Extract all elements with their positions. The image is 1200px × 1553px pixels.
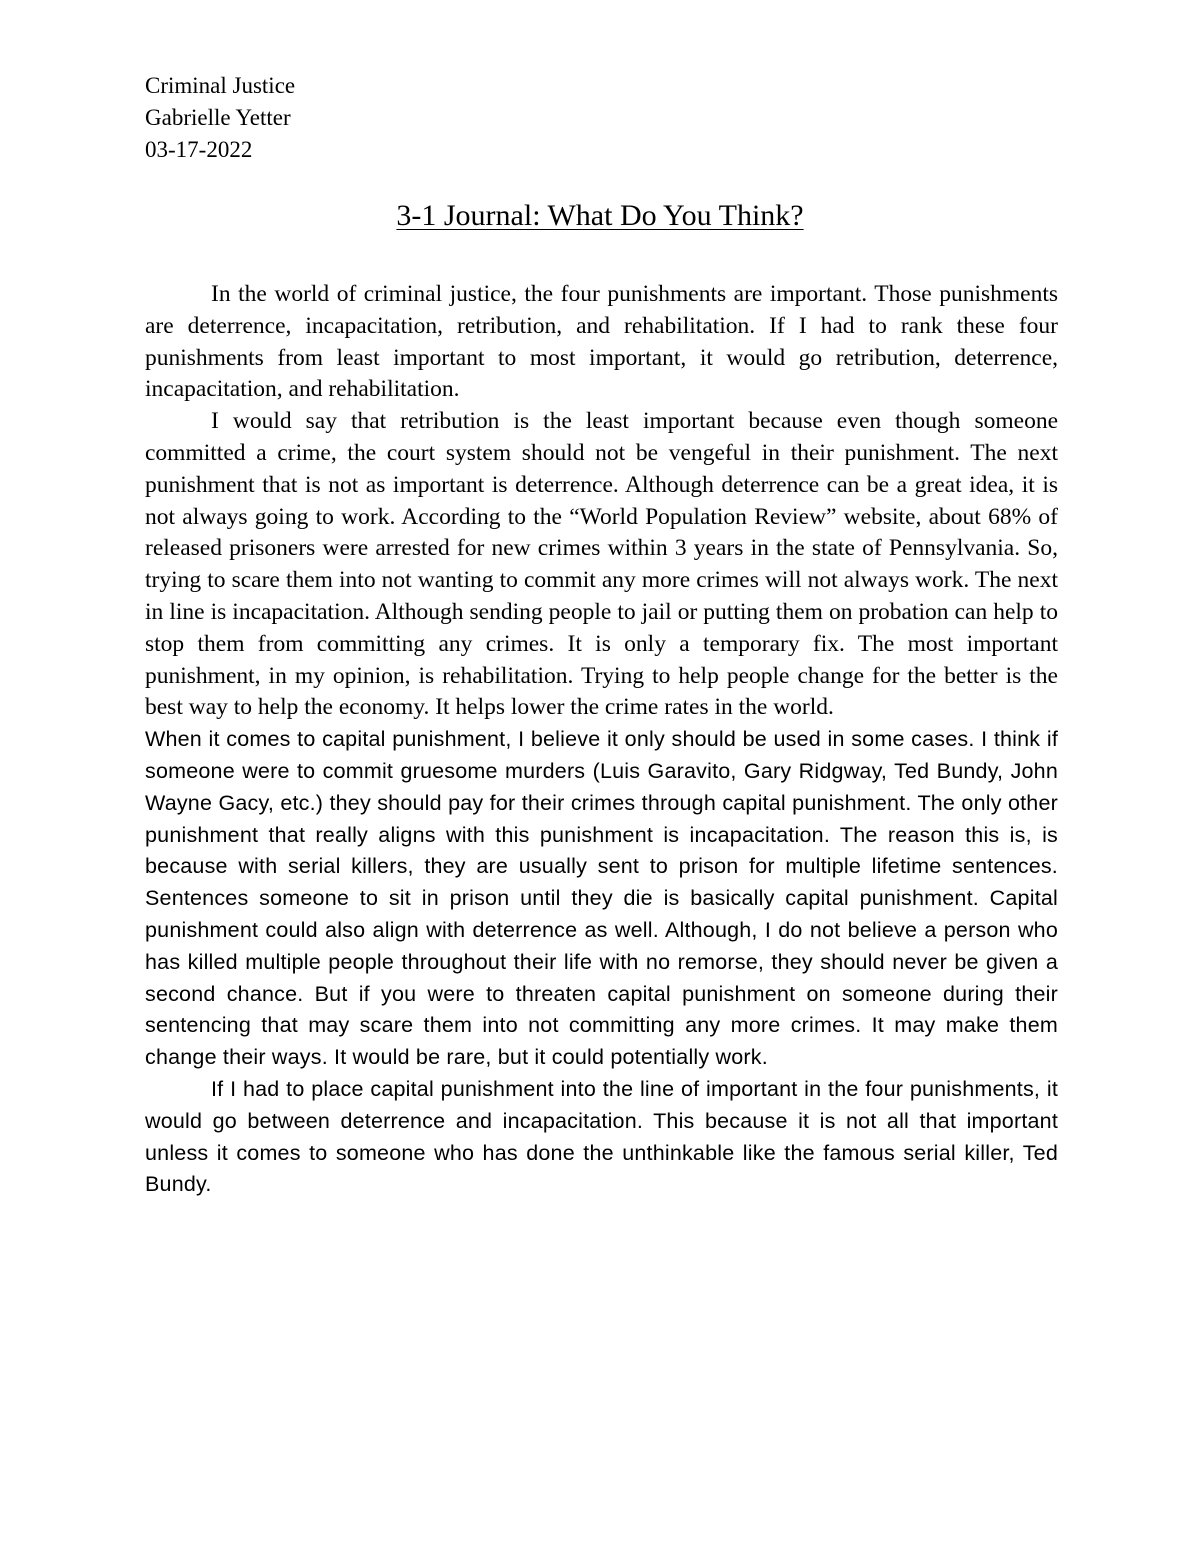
paragraph-conclusion: If I had to place capital punishment into the line of important in the four punishments, it would go between deterrence and incapacitation. This because it is not all that important unless it comes to someone who has done the unthinkable like the famous serial killer, Ted Bundy. [145, 1076, 1058, 1197]
paragraph-ranking: I would say that retribution is the least important because even though someone committed a crime, the court system should not be vengeful in their punishment. The next punishment that is not as important is deterrence. Although deterrence can be a great idea, it is not always going to work. According to the “World Population Review” website, about 68% of released prisoners were arrested for new crimes within 3 years in the state of Pennsylvania. So, trying to scare them into not wanting to commit any more crimes will not always work. The next in line is incapacitation. Although sending people to jail or putting them on probation can help to stop them from committing any crimes. It is only a temporary fix. The most important punishment, in my opinion, is rehabilitation. Trying to help people change for the better is the best way to help the economy. It helps lower the crime rates in the world. [145, 408, 1058, 721]
document-body [145, 279, 1058, 1201]
document-title: 3-1 Journal: What Do You Think? [396, 199, 804, 232]
course-name: Criminal Justice [145, 73, 296, 98]
author-name: Gabrielle Yetter [145, 105, 291, 130]
paragraph-intro: In the world of criminal justice, the four punishments are important. Those punishments are deterrence, incapacitation, retribution, and rehabilitation. If I had to rank these four punishments from least important to most important, it would go retribution, deterrence, incapacitation, and rehabilitation. [145, 281, 1058, 403]
document-header [145, 70, 295, 166]
paragraph-capital-punishment: When it comes to capital punishment, I believe it only should be used in some cases. I think if someone were to commit gruesome murders (Luis Garavito, Gary Ridgway, Ted Bundy, John Wayne Gacy, etc.) they should pay for their crimes through capital punishment. The only other punishment that really aligns with this punishment is incapacitation. The reason this is, is because with serial killers, they are usually sent to prison for multiple lifetime sentences. Sentences someone to sit in prison until they die is basically capital punishment. Capital punishment could also align with deterrence as well. Although, I do not believe a person who has killed multiple people throughout their life with no remorse, they should never be given a second chance. But if you were to threaten capital punishment on someone during their sentencing that may scare them into not committing any more crimes. It may make them change their ways. It would be rare, but it could potentially work. [145, 727, 1058, 1070]
document-date: 03-17-2022 [145, 137, 253, 162]
